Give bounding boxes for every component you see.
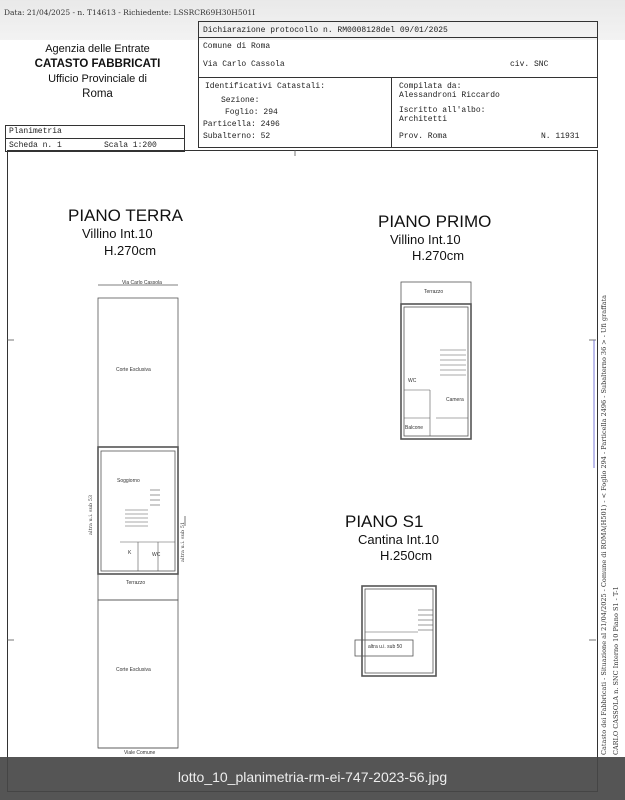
sezione: Sezione:	[221, 96, 260, 105]
wc-primo-label: WC	[408, 378, 417, 384]
scala: Scala 1:200	[104, 141, 157, 150]
piano-primo-title: PIANO PRIMO	[378, 212, 492, 231]
compilata-label: Compilata da:	[399, 82, 462, 91]
soggiorno-label: Soggiorno	[117, 478, 140, 484]
viale-comune-label: Viale Comune	[124, 750, 156, 756]
piano-s1-height: H.250cm	[380, 548, 433, 563]
header-info-box	[198, 21, 598, 148]
agency-name: Agenzia delle Entrate	[45, 43, 150, 55]
camera-label: Camera	[446, 397, 464, 403]
filename-bar	[0, 757, 625, 800]
wc-label: WC	[152, 552, 161, 558]
altra-ui-50-label: altra u.i. sub 50	[368, 644, 403, 650]
comune: Comune di Roma	[203, 42, 271, 51]
provincia: Prov. Roma	[399, 132, 448, 141]
request-info: Data: 21/04/2025 - n. T14613 - Richiedente: LSSRCR69H30H501I	[4, 8, 256, 17]
corte-esclusiva-label: Corte Esclusiva	[116, 367, 151, 373]
ufficio-city: Roma	[82, 88, 113, 100]
compilatore: Alessandroni Riccardo	[399, 91, 500, 100]
address-side-text: CARLO CASSOLA n. SNC Interno 10 Piano S1 - T-1	[612, 586, 620, 755]
kitchen-label: K	[128, 550, 132, 556]
agency-block	[10, 40, 185, 102]
piano-s1-title: PIANO S1	[345, 512, 424, 531]
iscritto-label: Iscritto all'albo:	[399, 106, 486, 115]
floor-plan-drawing	[0, 150, 600, 760]
via-label: Via Carlo Cassola	[122, 280, 162, 286]
particella: Particella: 2496	[203, 120, 280, 129]
identificativi-title: Identificativi Catastali:	[205, 82, 326, 91]
albo: Architetti	[399, 115, 448, 124]
balcone-label: Balcone	[405, 425, 424, 431]
terrazzo-label: Terrazzo	[126, 580, 146, 586]
piano-terra-sub: Villino Int.10	[82, 226, 153, 241]
piano-primo-height: H.270cm	[412, 248, 465, 263]
scheda-box	[5, 125, 185, 152]
via: Via Carlo Cassola	[203, 60, 285, 69]
altra-ui-53-label: altra u.i. sub 53	[88, 494, 94, 535]
foglio: Foglio: 294	[225, 108, 278, 117]
dichiarazione-protocollo: Dichiarazione protocollo n. RM0008128del 09/01/2025	[203, 26, 448, 35]
subalterno: Subalterno: 52	[203, 132, 271, 141]
altra-ui-51-label: altra u.i. sub 51	[180, 521, 186, 562]
civico: civ. SNC	[510, 60, 549, 69]
planimetria-label: Planimetria	[9, 127, 62, 136]
piano-terra-title: PIANO TERRA	[68, 206, 183, 225]
terrazzo-primo-label: Terrazzo	[424, 289, 444, 295]
catasto-side-text: Catasto dei Fabbricati - Situazione al 21/04/2025 - Comune di ROMA(H501) - < Foglio 294 - Particella 2496 - Subalterno 36 > - Ufi graffata	[600, 294, 608, 755]
catasto-title: CATASTO FABBRICATI	[34, 58, 161, 70]
ufficio-label: Ufficio Provinciale di	[48, 73, 147, 85]
numero-iscrizione: N. 11931	[541, 132, 580, 141]
corte-esclusiva-2-label: Corte Esclusiva	[116, 667, 151, 673]
piano-s1-sub: Cantina Int.10	[358, 532, 439, 547]
filename-label: lotto_10_planimetria-rm-ei-747-2023-56.jpg	[177, 769, 448, 785]
piano-terra-height: H.270cm	[104, 243, 157, 258]
scheda-number: Scheda n. 1	[9, 141, 62, 150]
piano-primo-sub: Villino Int.10	[390, 232, 461, 247]
